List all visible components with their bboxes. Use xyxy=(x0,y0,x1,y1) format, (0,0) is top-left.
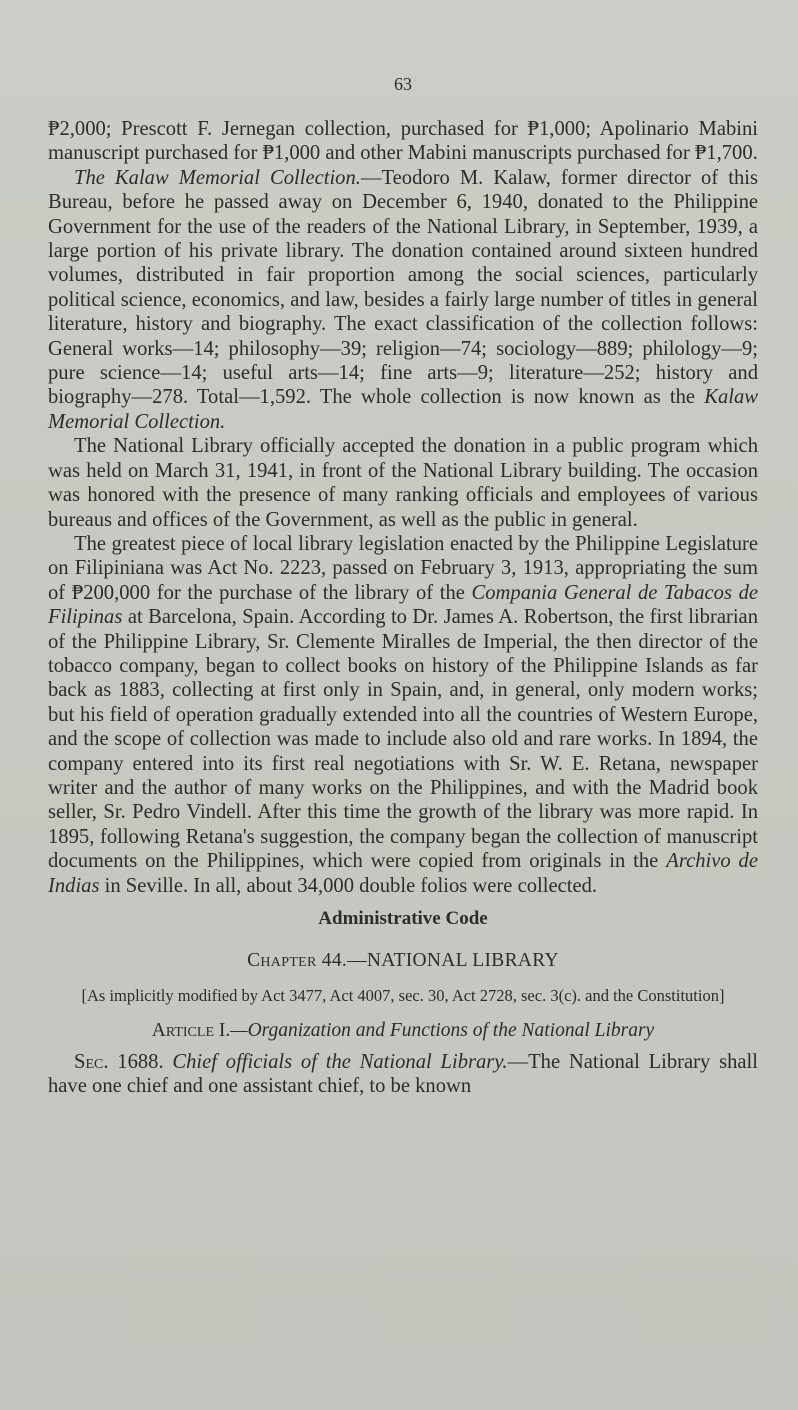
chapter-heading xyxy=(48,950,758,972)
paragraph-acceptance: The National Library officially accepted the donation in a public program which was held on March 31, 1941, in front of the National Library building. The occasion was honored with the presence of many ranking officials and employees of various bureaus and offices of the Government, as well as the public in general. xyxy=(48,435,758,531)
kalaw-collection-name: Kalaw Memorial Collection. xyxy=(48,386,758,433)
article-label: Article I. xyxy=(151,1020,231,1041)
page-number: 63 xyxy=(394,74,412,94)
kalaw-heading: The Kalaw Memorial Collection. xyxy=(74,166,361,189)
kalaw-body: —Teodoro M. Kalaw, former director of this Bureau, before he passed away on December 6, 1940, donated to the Philippine Government for the use of the readers of the National Library, in September, 1939, a large portion of his private library. The donation contained around sixteen hundred volumes, distributed in fair proportion among the social sciences, particularly political science, economics, and law, besides a fairly large number of titles in general literature, history and biography. The exact classification of the collection follows: General works—14; philosophy—39; religion—74; sociology—889; philology—9; pure science—14; useful arts—14; fine arts—9; literature—252; history and biography—278. Total—1,592. The whole collection is now known as the xyxy=(48,166,758,409)
section-title: Chief officials of the National Library. xyxy=(172,1051,508,1073)
section-label: Sec. 1688. xyxy=(74,1051,164,1073)
modification-note: [As implicitly modified by Act 3477, Act 4007, sec. 30, Act 2728, sec. 3(c). and the Constitution] xyxy=(81,986,725,1005)
paragraph-legislation xyxy=(48,532,758,898)
chapter-label: Chapter 44. xyxy=(247,950,348,971)
legislation-part-b: at Barcelona, Spain. According to Dr. James A. Robertson, the first librarian of the Philippine Library, Sr. Clemente Miralles de Imperial, the then director of the tobacco company, began to collect books on history of the Philippine Islands as far back as 1883, collecting at first only in Spain, and, in general, only modern works; but his field of operation gradually extended into all the countries of Western Europe, and the scope of collection was made to include also old and rare works. In 1894, the company entered into its first real negotiations with Sr. W. E. Retana, newspaper writer and the author of many works on the Philippines, and with the Madrid book seller, Sr. Pedro Vindell. After this time the growth of the library was more rapid. In 1895, following Retana's suggestion, the company began the collection of manuscript documents on the Philippines, which were copied from originals in the xyxy=(48,606,758,873)
paragraph-mabini: ₱2,000; Prescott F. Jernegan collection, purchased for ₱1,000; Apolinario Mabini manuscript purchased for ₱1,000 and other Mabini manuscripts purchased for ₱1,700. xyxy=(48,118,758,165)
section-body: —The National Library shall have one chief and one assistant chief, to be known xyxy=(48,1051,758,1098)
article-title: —Organization and Functions of the National Library xyxy=(230,1020,655,1041)
legislation-part-a: The greatest piece of local library legislation enacted by the Philippine Legislature on Filipiniana was Act No. 2223, passed on February 3, 1913, appropriating the sum of ₱200,000 for the purchase of the library of the xyxy=(48,532,758,604)
archivo-name: Archivo de Indias xyxy=(48,850,758,897)
article-heading xyxy=(48,1020,758,1042)
legislation-part-c: in Seville. In all, about 34,000 double folios were collected. xyxy=(99,874,598,897)
paragraph-kalaw xyxy=(48,166,758,434)
chapter-title: —NATIONAL LIBRARY xyxy=(347,950,559,971)
administrative-code-heading: Administrative Code xyxy=(318,908,488,929)
section-1688 xyxy=(48,1050,758,1099)
company-name: Compania General de Tabacos de Filipinas xyxy=(48,581,759,629)
